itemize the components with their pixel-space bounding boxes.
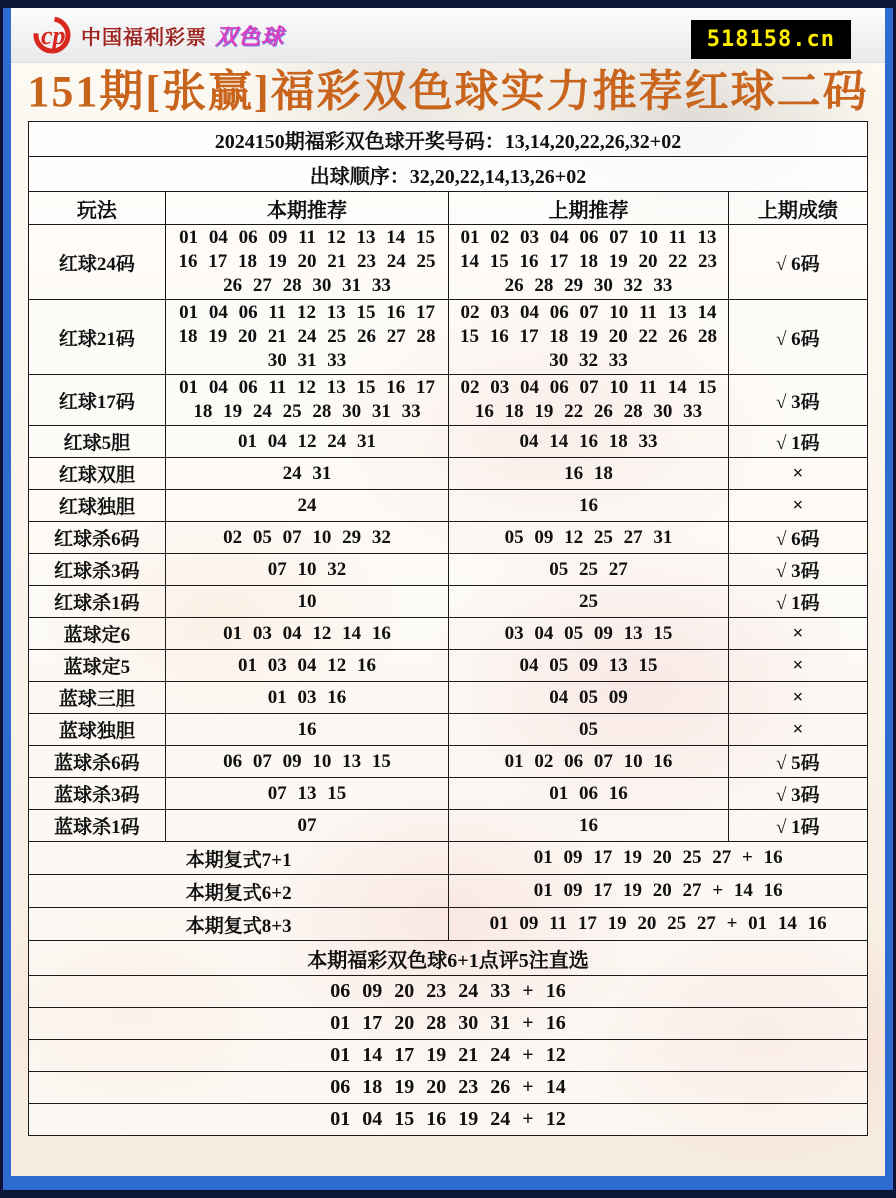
play-label: 红球5胆 xyxy=(29,426,166,458)
previous-numbers: 01 06 16 xyxy=(449,778,728,810)
table-row xyxy=(29,714,868,746)
table-row xyxy=(29,682,868,714)
result-value: √ 6码 xyxy=(728,522,867,554)
result-value: × xyxy=(728,490,867,522)
play-label: 蓝球杀3码 xyxy=(29,778,166,810)
previous-numbers: 02 03 04 06 07 10 11 14 15 16 18 19 22 26 28 30 33 xyxy=(449,375,728,426)
previous-numbers: 05 09 12 25 27 31 xyxy=(449,522,728,554)
previous-numbers: 16 18 xyxy=(449,458,728,490)
table-row xyxy=(29,225,868,300)
result-value: √ 1码 xyxy=(728,810,867,842)
previous-numbers: 02 03 04 06 07 10 11 13 14 15 16 17 18 19 20 22 26 28 30 32 33 xyxy=(449,300,728,375)
draw-result-text: 2024150期福彩双色球开奖号码：13,14,20,22,26,32+02 xyxy=(29,122,868,157)
review-numbers: 01 17 20 28 30 31 + 16 xyxy=(29,1008,868,1040)
table-row xyxy=(29,746,868,778)
table-row xyxy=(29,426,868,458)
play-label: 红球21码 xyxy=(29,300,166,375)
current-numbers: 01 03 16 xyxy=(165,682,449,714)
column-header-current: 本期推荐 xyxy=(165,192,449,225)
cwl-logo xyxy=(31,14,284,56)
play-label: 蓝球独胆 xyxy=(29,714,166,746)
play-label: 蓝球三胆 xyxy=(29,682,166,714)
review-row xyxy=(29,1104,868,1136)
play-label: 蓝球定6 xyxy=(29,618,166,650)
table-row xyxy=(29,778,868,810)
result-value: √ 1码 xyxy=(728,586,867,618)
fushi-label: 本期复式7+1 xyxy=(29,842,449,875)
result-value: √ 6码 xyxy=(728,225,867,300)
current-numbers: 10 xyxy=(165,586,449,618)
play-label: 蓝球定5 xyxy=(29,650,166,682)
page-frame xyxy=(3,8,893,1190)
review-row xyxy=(29,1040,868,1072)
page-title: 151期[张赢]福彩双色球实力推荐红球二码 xyxy=(27,67,869,116)
site-badge[interactable]: 518158.cn xyxy=(691,20,851,59)
result-value: √ 3码 xyxy=(728,778,867,810)
current-numbers: 01 04 06 09 11 12 13 14 15 16 17 18 19 20 21 23 24 25 26 27 28 30 31 33 xyxy=(165,225,449,300)
previous-numbers: 04 14 16 18 33 xyxy=(449,426,728,458)
table-row xyxy=(29,300,868,375)
result-value: × xyxy=(728,682,867,714)
draw-order-row xyxy=(29,157,868,192)
result-value: × xyxy=(728,650,867,682)
logo-text-main: 中国福利彩票 xyxy=(81,26,207,49)
result-value: √ 6码 xyxy=(728,300,867,375)
review-row xyxy=(29,976,868,1008)
table-row xyxy=(29,554,868,586)
result-value: √ 3码 xyxy=(728,554,867,586)
current-numbers: 02 05 07 10 29 32 xyxy=(165,522,449,554)
current-numbers: 01 04 12 24 31 xyxy=(165,426,449,458)
fushi-numbers: 01 09 17 19 20 25 27 + 16 xyxy=(449,842,868,875)
previous-numbers: 01 02 06 07 10 16 xyxy=(449,746,728,778)
result-value: √ 1码 xyxy=(728,426,867,458)
review-numbers: 06 09 20 23 24 33 + 16 xyxy=(29,976,868,1008)
fushi-label: 本期复式8+3 xyxy=(29,908,449,941)
previous-numbers: 05 25 27 xyxy=(449,554,728,586)
current-numbers: 07 xyxy=(165,810,449,842)
current-numbers: 01 03 04 12 16 xyxy=(165,650,449,682)
table-row xyxy=(29,586,868,618)
table-row xyxy=(29,458,868,490)
play-label: 红球杀3码 xyxy=(29,554,166,586)
logo-text-accent: 双色球 xyxy=(215,23,285,49)
column-header-play: 玩法 xyxy=(29,192,166,225)
current-numbers: 24 xyxy=(165,490,449,522)
current-numbers: 07 10 32 xyxy=(165,554,449,586)
previous-numbers: 04 05 09 xyxy=(449,682,728,714)
play-label: 红球杀1码 xyxy=(29,586,166,618)
current-numbers: 01 04 06 11 12 13 15 16 17 18 19 24 25 28 30 31 33 xyxy=(165,375,449,426)
table-header-row xyxy=(29,192,868,225)
current-numbers: 07 13 15 xyxy=(165,778,449,810)
column-header-result: 上期成绩 xyxy=(728,192,867,225)
table-row xyxy=(29,375,868,426)
current-numbers: 06 07 09 10 13 15 xyxy=(165,746,449,778)
play-label: 红球24码 xyxy=(29,225,166,300)
review-numbers: 01 14 17 19 21 24 + 12 xyxy=(29,1040,868,1072)
table-row xyxy=(29,490,868,522)
previous-numbers: 04 05 09 13 15 xyxy=(449,650,728,682)
cwl-logo-icon xyxy=(31,14,73,56)
prediction-table xyxy=(28,121,868,1136)
previous-numbers: 25 xyxy=(449,586,728,618)
fushi-row xyxy=(29,908,868,941)
header-bar xyxy=(11,8,885,63)
fushi-row xyxy=(29,875,868,908)
review-title-row xyxy=(29,941,868,976)
previous-numbers: 16 xyxy=(449,810,728,842)
fushi-numbers: 01 09 11 17 19 20 25 27 + 01 14 16 xyxy=(449,908,868,941)
previous-numbers: 16 xyxy=(449,490,728,522)
previous-numbers: 01 02 03 04 06 07 10 11 13 14 15 16 17 18 19 20 22 23 26 28 29 30 32 33 xyxy=(449,225,728,300)
fushi-label: 本期复式6+2 xyxy=(29,875,449,908)
review-row xyxy=(29,1008,868,1040)
fushi-numbers: 01 09 17 19 20 27 + 14 16 xyxy=(449,875,868,908)
column-header-previous: 上期推荐 xyxy=(449,192,728,225)
table-row xyxy=(29,522,868,554)
result-value: × xyxy=(728,618,867,650)
result-value: × xyxy=(728,458,867,490)
current-numbers: 01 03 04 12 14 16 xyxy=(165,618,449,650)
table-row xyxy=(29,810,868,842)
play-label: 蓝球杀1码 xyxy=(29,810,166,842)
table-row xyxy=(29,618,868,650)
table-row xyxy=(29,650,868,682)
result-value: × xyxy=(728,714,867,746)
svg-text:cp: cp xyxy=(41,21,66,50)
result-value: √ 5码 xyxy=(728,746,867,778)
review-numbers: 06 18 19 20 23 26 + 14 xyxy=(29,1072,868,1104)
current-numbers: 01 04 06 11 12 13 15 16 17 18 19 20 21 24 25 26 27 28 30 31 33 xyxy=(165,300,449,375)
result-value: √ 3码 xyxy=(728,375,867,426)
review-title: 本期福彩双色球6+1点评5注直选 xyxy=(29,941,868,976)
play-label: 红球独胆 xyxy=(29,490,166,522)
previous-numbers: 03 04 05 09 13 15 xyxy=(449,618,728,650)
previous-numbers: 05 xyxy=(449,714,728,746)
play-label: 红球杀6码 xyxy=(29,522,166,554)
current-numbers: 24 31 xyxy=(165,458,449,490)
fushi-row xyxy=(29,842,868,875)
play-label: 红球双胆 xyxy=(29,458,166,490)
review-row xyxy=(29,1072,868,1104)
play-label: 蓝球杀6码 xyxy=(29,746,166,778)
draw-result-row xyxy=(29,122,868,157)
draw-order-text: 出球顺序：32,20,22,14,13,26+02 xyxy=(29,157,868,192)
play-label: 红球17码 xyxy=(29,375,166,426)
current-numbers: 16 xyxy=(165,714,449,746)
review-numbers: 01 04 15 16 19 24 + 12 xyxy=(29,1104,868,1136)
